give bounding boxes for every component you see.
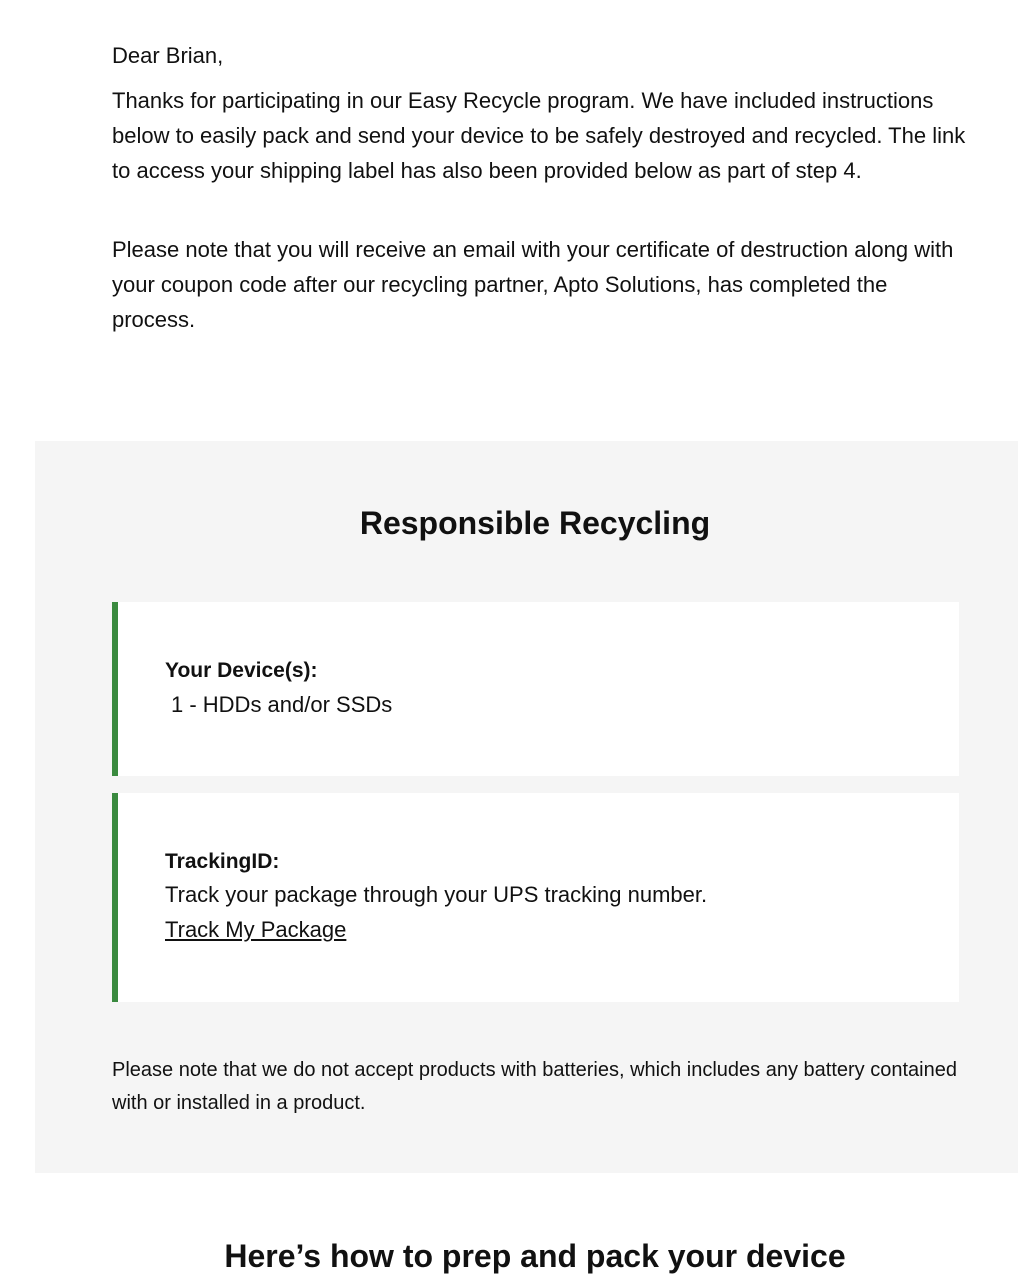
tracking-description: Track your package through your UPS tracking number. <box>165 882 708 907</box>
device-label: Your Device(s): <box>165 659 318 682</box>
intro-paragraph-program: Thanks for participating in our Easy Recycle program. We have included instructions below to easily pack and send your device to be safely destroyed and recycled. The link to access your shipping label has also been provided below as part of step 4. <box>112 88 966 183</box>
tracking-label: TrackingID: <box>165 850 280 873</box>
prep-heading: Here’s how to prep and pack your device <box>224 1238 846 1274</box>
tracking-card <box>112 793 959 1002</box>
device-value: 1 - HDDs and/or SSDs <box>171 692 393 717</box>
intro-text <box>112 38 972 337</box>
greeting: Dear Brian, <box>112 43 224 68</box>
track-my-package-link[interactable]: Track My Package <box>165 917 347 942</box>
intro-paragraph-certificate: Please note that you will receive an email with your certificate of destruction along with your coupon code after our recycling partner, Apto Solutions, has completed the process. <box>112 237 954 332</box>
section-title: Responsible Recycling <box>359 505 711 541</box>
battery-note: Please note that we do not accept products with batteries, which includes any battery contained with or installed in a product. <box>112 1059 957 1114</box>
device-card <box>112 602 959 776</box>
